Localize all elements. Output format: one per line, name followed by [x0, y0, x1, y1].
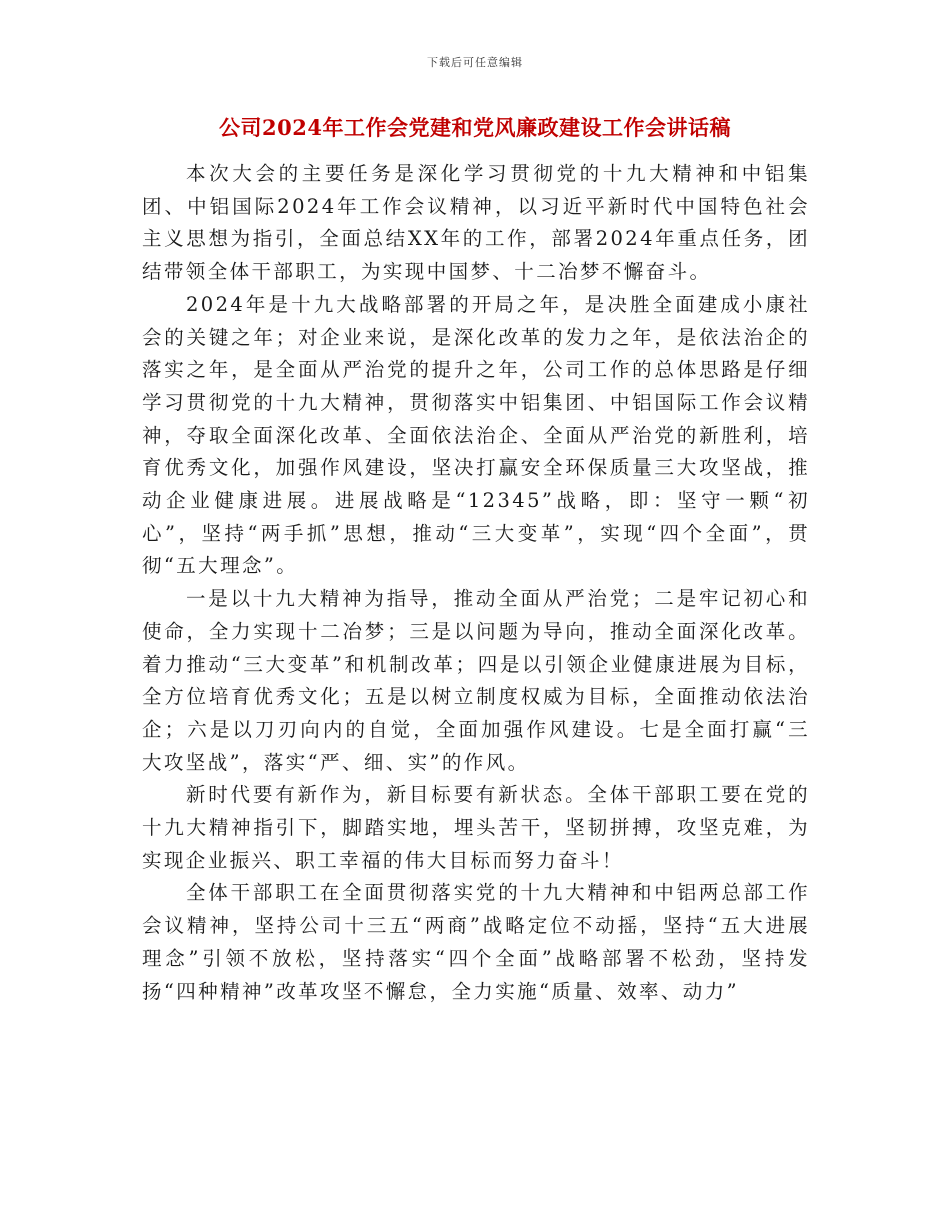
paragraph-1: 本次大会的主要任务是深化学习贯彻党的十九大精神和中铝集团、中铝国际2024年工作会议精神，以习近平新时代中国特色社会主义思想为指引，全面总结XX年的工作，部署2024年重点任务，团结带领全体干部职工，为实现中国梦、十二冶梦不懈奋斗。: [142, 162, 810, 284]
header-note: 下载后可任意编辑: [427, 56, 523, 69]
paragraph-5: 全体干部职工在全面贯彻落实党的十九大精神和中铝两总部工作会议精神，坚持公司十三五“两商”战略定位不动摇，坚持“五大进展理念”引领不放松，坚持落实“四个全面”战略部署不松劲，坚持发扬“四种精神”改革攻坚不懈怠，全力实施“质量、效率、动力”: [142, 881, 810, 1003]
paragraph-4: 新时代要有新作为，新目标要有新状态。全体干部职工要在党的十九大精神指引下，脚踏实地，埋头苦干，坚韧拼搏，攻坚克难，为实现企业振兴、职工幸福的伟大目标而努力奋斗！: [142, 783, 810, 872]
paragraph-3: 一是以十九大精神为指导，推动全面从严治党；二是牢记初心和使命，全力实现十二冶梦；三是以问题为导向，推动全面深化改革。着力推动“三大变革”和机制改革；四是以引领企业健康进展为目标，全方位培育优秀文化；五是以树立制度权威为目标，全面推动依法治企；六是以刀刃向内的自觉，全面加强作风建设。七是全面打赢“三大攻坚战”，落实“严、细、实”的作风。: [142, 587, 810, 774]
document-title: 公司2024年工作会党建和党风廉政建设工作会讲话稿: [219, 115, 731, 140]
document-body: [142, 158, 810, 1008]
paragraph-2: 2024年是十九大战略部署的开局之年，是决胜全面建成小康社会的关键之年；对企业来说，是深化改革的发力之年，是依法治企的落实之年，是全面从严治党的提升之年，公司工作的总体思路是仔细学习贯彻党的十九大精神，贯彻落实中铝集团、中铝国际工作会议精神，夺取全面深化改革、全面依法治企、全面从严治党的新胜利，培育优秀文化，加强作风建设，坚决打赢安全环保质量三大攻坚战，推动企业健康进展。进展战略是“12345”战略，即：坚守一颗“初心”，坚持“两手抓”思想，推动“三大变革”，实现“四个全面”，贯彻“五大理念”。: [142, 292, 810, 578]
